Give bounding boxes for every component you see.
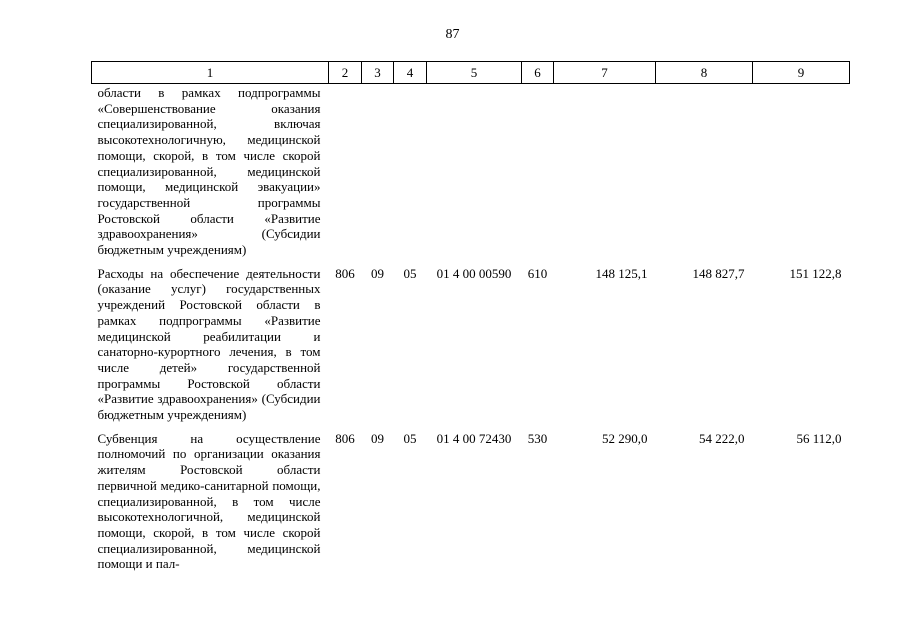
cell-col-6: 530 [527, 430, 548, 446]
cell-col-9: 56 112,0 [796, 430, 842, 446]
cell-col-2: 806 [335, 430, 355, 446]
cell-col-2 [329, 84, 362, 260]
cell-col-4: 05 [403, 265, 417, 281]
header-col-6: 6 [522, 62, 554, 84]
header-col-4: 4 [394, 62, 427, 84]
cell-col-2: 806 [335, 265, 355, 281]
cell-col-5: 01 4 00 00590 [436, 265, 512, 281]
header-col-8: 8 [656, 62, 753, 84]
table-row [92, 425, 850, 574]
page-number: 87 [445, 27, 460, 42]
cell-col-5 [427, 84, 522, 260]
row-description: Расходы на обеспечение деятельности (оказание услуг) государственных учреждений Ростовской области в рамках подпрограммы «Развитие медицинской реабилитации и санаторно-курортного лечения, в том числе детей» государственной программы Ростовской области «Развитие здравоохранения» (Субсидии бюджетным учреждениям) [97, 265, 321, 423]
cell-col-7: 148 125,1 [595, 265, 648, 281]
header-col-9: 9 [753, 62, 850, 84]
cell-col-9: 151 122,8 [789, 265, 842, 281]
cell-col-4 [394, 84, 427, 260]
table-row [92, 260, 850, 425]
cell-col-8: 54 222,0 [699, 430, 745, 446]
header-col-5: 5 [427, 62, 522, 84]
header-col-3: 3 [362, 62, 394, 84]
cell-col-4: 05 [403, 430, 417, 446]
cell-col-8 [656, 84, 753, 260]
table-body [92, 84, 850, 575]
cell-col-3 [362, 84, 394, 260]
row-description: Субвенция на осуществление полномочий по организации оказания жителям Ростовской области первичной медико-санитарной помощи, специализированной, в том числе высокотехнологичной, медицинской помощи, скорой, в том числе скорой специализированной, медицинской помощи и пал- [97, 430, 321, 572]
cell-col-3: 09 [371, 265, 384, 281]
header-col-2: 2 [329, 62, 362, 84]
cell-col-9 [753, 84, 850, 260]
cell-col-8: 148 827,7 [692, 265, 745, 281]
cell-col-6: 610 [527, 265, 548, 281]
cell-col-3: 09 [371, 430, 384, 446]
header-col-7: 7 [554, 62, 656, 84]
cell-col-7 [554, 84, 656, 260]
budget-table [91, 61, 850, 574]
row-description: области в рамках подпрограммы «Совершенствование оказания специализированной, включая высокотехнологичную, медицинской помощи, скорой, в том числе скорой специализированной, медицинской помощи, медицинской эвакуации» государственной программы Ростовской области «Развитие здравоохранения» (Субсидии бюджетным учреждениям) [97, 85, 321, 258]
cell-col-5: 01 4 00 72430 [436, 430, 512, 446]
header-col-1: 1 [92, 62, 329, 84]
cell-col-6 [522, 84, 554, 260]
table-row [92, 84, 850, 260]
table-header [92, 62, 850, 84]
header-row [92, 62, 850, 84]
cell-col-7: 52 290,0 [602, 430, 648, 446]
